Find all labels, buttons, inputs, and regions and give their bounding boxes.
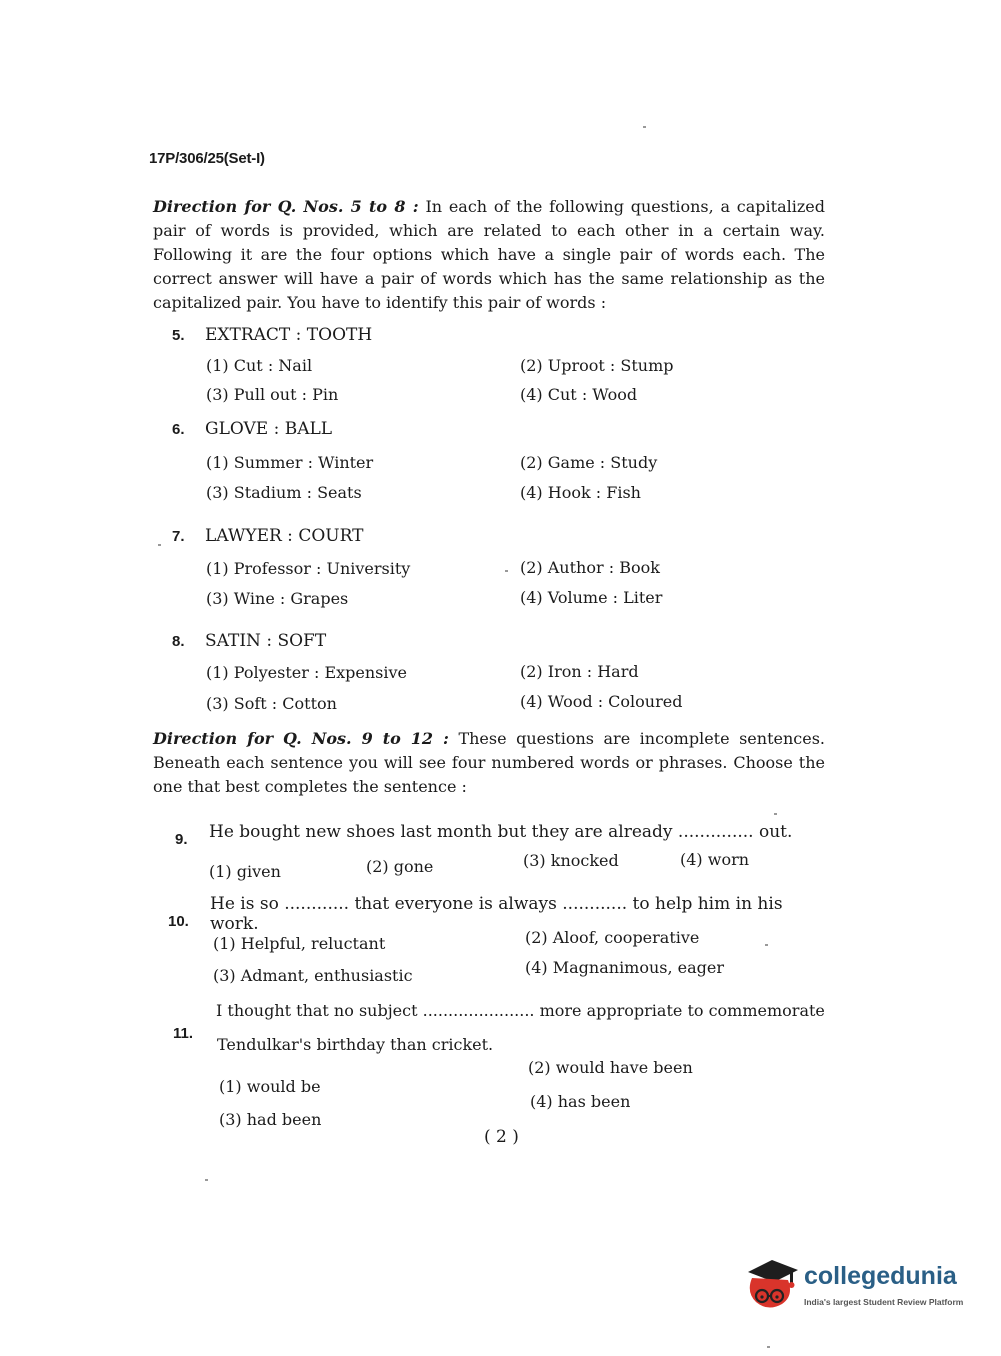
direction-text: In each of the following questions, a capitalized pair of words is provided, which are related to each other in a certain way. Following it are the four options which have a single pair of words each. The correct answer will have a pair of words which has the same relationship as the capitalized pair. You have to identify this pair of words : <box>153 197 826 312</box>
question-number: 6. <box>172 421 185 438</box>
mascot-icon <box>742 1252 806 1314</box>
option: (3) Pull out : Pin <box>206 385 339 404</box>
option: (3) knocked <box>523 851 619 870</box>
question-stem: LAWYER : COURT <box>205 526 364 546</box>
question-stem: EXTRACT : TOOTH <box>205 325 373 345</box>
option: (2) Game : Study <box>520 453 658 472</box>
option: (2) gone <box>366 857 434 876</box>
option: (1) Summer : Winter <box>206 453 374 472</box>
question-number: 5. <box>172 327 185 344</box>
option: (2) Uproot : Stump <box>520 356 674 375</box>
direction-q5-8 <box>153 195 825 315</box>
option: (1) given <box>209 862 281 881</box>
question-number: 11. <box>173 1025 194 1042</box>
question-stem: He is so ............ that everyone is always ............ to help him in his work. <box>210 894 783 934</box>
option: (2) Aloof, cooperative <box>525 928 700 947</box>
question-stem: GLOVE : BALL <box>205 419 333 439</box>
question-stem: He bought new shoes last month but they are already .............. out. <box>209 822 793 842</box>
page-number: ( 2 ) <box>484 1127 519 1147</box>
option: (4) Volume : Liter <box>520 588 663 607</box>
option: (2) Author : Book <box>520 558 660 577</box>
logo-name: collegedunia <box>804 1262 957 1290</box>
option: (3) had been <box>219 1110 322 1129</box>
option: (1) Professor : University <box>206 559 411 578</box>
option: (4) Hook : Fish <box>520 483 641 502</box>
option: (2) would have been <box>528 1058 693 1077</box>
option: (3) Stadium : Seats <box>206 483 362 502</box>
option: (3) Soft : Cotton <box>206 694 337 713</box>
option: (3) Wine : Grapes <box>206 589 349 608</box>
question-stem: I thought that no subject ...................... more appropriate to commemorate <box>216 1001 825 1020</box>
direction-text: These questions are incomplete sentences. Beneath each sentence you will see four numbered words or phrases. Choose the one that best completes the sentence : <box>153 729 825 796</box>
logo-tagline: India's largest Student Review Platform <box>804 1297 964 1307</box>
direction-label: Direction for Q. Nos. 9 to 12 : <box>153 729 449 748</box>
question-number: 9. <box>175 831 188 848</box>
option: (4) worn <box>680 850 750 869</box>
question-number: 8. <box>172 633 185 650</box>
option: (4) Cut : Wood <box>520 385 638 404</box>
option: (1) Helpful, reluctant <box>213 934 386 953</box>
option: (4) Wood : Coloured <box>520 692 683 711</box>
option: (2) Iron : Hard <box>520 662 639 681</box>
option: (4) Magnanimous, eager <box>525 958 725 977</box>
option: (1) would be <box>219 1077 321 1096</box>
direction-q9-12 <box>153 727 825 799</box>
question-stem: SATIN : SOFT <box>205 631 327 651</box>
option: (1) Cut : Nail <box>206 356 313 375</box>
option: (1) Polyester : Expensive <box>206 663 407 682</box>
question-number: 7. <box>172 528 185 545</box>
question-stem-continued: Tendulkar's birthday than cricket. <box>217 1035 494 1054</box>
direction-label: Direction for Q. Nos. 5 to 8 : <box>153 197 419 216</box>
option: (3) Admant, enthusiastic <box>213 966 413 985</box>
paper-code: 17P/306/25(Set-I) <box>149 150 265 167</box>
option: (4) has been <box>530 1092 631 1111</box>
question-number: 10. <box>168 913 189 930</box>
